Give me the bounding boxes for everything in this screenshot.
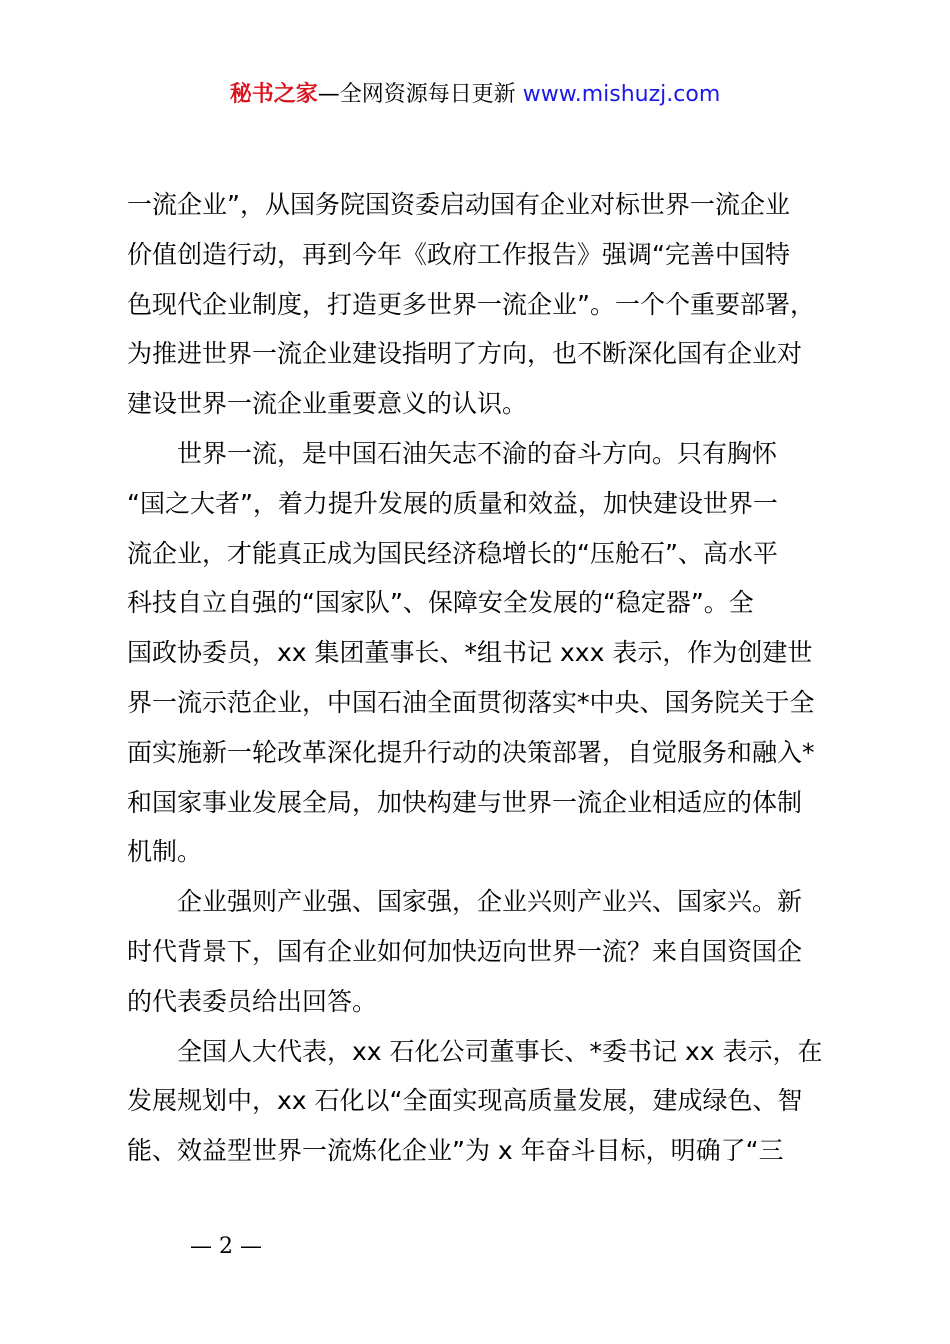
paragraph-start: 世界一流，是中国石油矢志不渝的奋斗方向。只有胸怀 <box>177 438 778 468</box>
document-body <box>127 180 827 1176</box>
text-line: 国政协委员，xx 集团董事长、*组书记 xxx 表示，作为创建世 <box>127 638 813 668</box>
text-line: 流企业，才能真正成为国民经济稳增长的“压舱石”、高水平 <box>127 538 778 568</box>
paragraph-start: 全国人大代表，xx 石化公司董事长、*委书记 xx 表示，在 <box>177 1036 823 1066</box>
text-line: 为推进世界一流企业建设指明了方向，也不断深化国有企业对 <box>127 339 803 369</box>
text-line: 科技自立自强的“国家队”、保障安全发展的“稳定器”。全 <box>127 588 754 618</box>
text-line: 机制。 <box>127 837 203 867</box>
header-slogan: —全网资源每日更新 <box>317 82 516 107</box>
page-number: — 2 — <box>190 1234 262 1259</box>
brand-name: 秘书之家 <box>229 82 318 107</box>
text-line: “国之大者”，着力提升发展的质量和效益，加快建设世界一 <box>127 488 778 518</box>
page-header <box>0 78 950 112</box>
paragraph-start: 企业强则产业强、国家强，企业兴则产业兴、国家兴。新 <box>177 887 803 917</box>
text-line: 界一流示范企业，中国石油全面贯彻落实*中央、国务院关于全 <box>127 687 815 717</box>
text-line: 能、效益型世界一流炼化企业”为 x 年奋斗目标，明确了“三 <box>127 1136 784 1166</box>
text-line: 的代表委员给出回答。 <box>127 986 378 1016</box>
text-line: 色现代企业制度，打造更多世界一流企业”。一个个重要部署， <box>127 289 815 319</box>
text-line: 时代背景下，国有企业如何加快迈向世界一流？来自国资国企 <box>127 936 803 966</box>
text-line: 和国家事业发展全局，加快构建与世界一流企业相适应的体制 <box>127 787 803 817</box>
text-line: 价值创造行动，再到今年《政府工作报告》强调“完善中国特 <box>127 239 790 269</box>
text-line: 发展规划中，xx 石化以“全面实现高质量发展，建成绿色、智 <box>127 1086 803 1116</box>
text-line: 一流企业”，从国务院国资委启动国有企业对标世界一流企业 <box>127 190 790 219</box>
website-link[interactable]: www.mishuzj.com <box>515 82 721 107</box>
text-line: 建设世界一流企业重要意义的认识。 <box>127 389 528 419</box>
text-line: 面实施新一轮改革深化提升行动的决策部署，自觉服务和融入* <box>127 737 815 767</box>
